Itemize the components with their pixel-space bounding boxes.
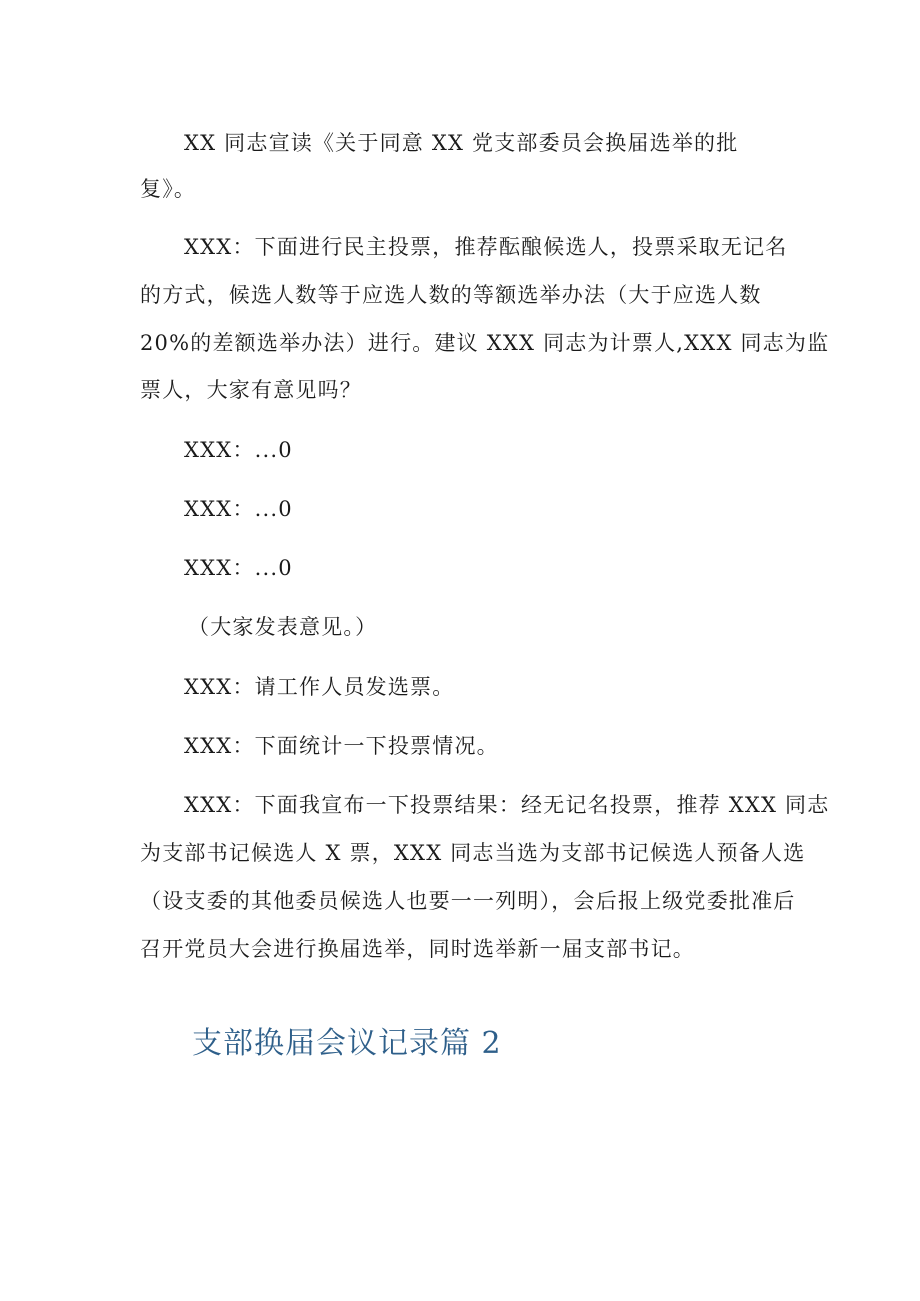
paragraph-9-line-4: 召开党员大会进行换届选举，同时选举新一届支部书记。	[140, 937, 695, 961]
paragraph-7: XXX：请工作人员发选票。	[184, 675, 455, 699]
paragraph-4: XXX：...0	[184, 497, 293, 521]
section-heading: 支部换届会议记录篇 2	[192, 1026, 502, 1061]
paragraph-9-line-3: （设支委的其他委员候选人也要一一列明），会后报上级党委批准后	[140, 889, 796, 913]
paragraph-8: XXX：下面统计一下投票情况。	[184, 734, 499, 758]
paragraph-6: （大家发表意见。）	[188, 615, 378, 639]
paragraph-3: XXX：...0	[184, 438, 293, 462]
paragraph-2-line-2: 的方式，候选人数等于应选人数的等额选举办法（大于应选人数	[140, 283, 762, 307]
paragraph-9-line-1: XXX：下面我宣布一下投票结果：经无记名投票，推荐 XXX 同志	[184, 793, 830, 817]
paragraph-9-line-2: 为支部书记候选人 X 票，XXX 同志当选为支部书记候选人预备人选	[140, 841, 806, 865]
paragraph-2-line-4: 票人，大家有意见吗？	[140, 378, 362, 402]
paragraph-1-line-2: 复》。	[140, 177, 197, 201]
paragraph-1-line-1: XX 同志宣读《关于同意 XX 党支部委员会换届选举的批	[184, 131, 739, 155]
paragraph-5: XXX：...0	[184, 556, 293, 580]
paragraph-2-line-3: 20%的差额选举办法）进行。建议 XXX 同志为计票人,XXX 同志为监	[140, 331, 830, 355]
paragraph-2-line-1: XXX：下面进行民主投票，推荐酝酿候选人，投票采取无记名	[184, 235, 788, 259]
